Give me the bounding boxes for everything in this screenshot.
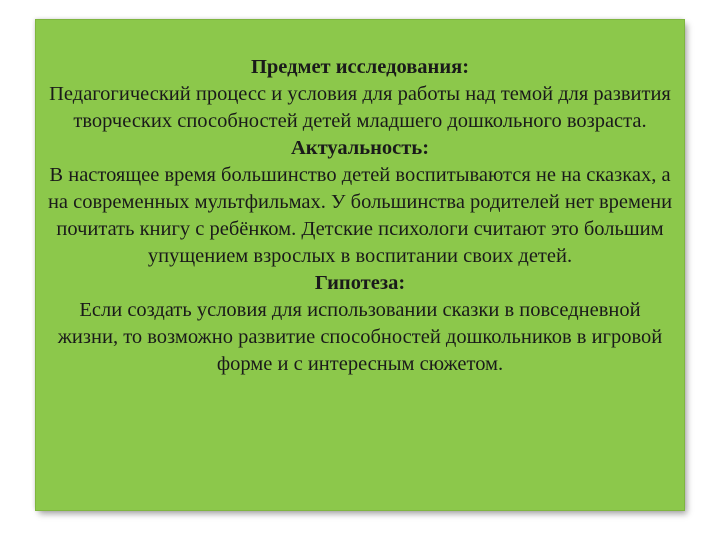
section-heading-relevance: Актуальность: <box>290 137 430 159</box>
section-heading-subject: Предмет исследования: <box>250 56 470 78</box>
section-text-relevance: В настоящее время большинство детей воспитываются не на сказках, а на современных мультфильмах. У большинства родителей нет времени почитать книгу с ребёнком. Детские психологи считают это большим упущением взрослых в воспитании своих детей. <box>47 164 673 267</box>
slide-text-block <box>36 54 684 378</box>
section-text-subject: Педагогический процесс и условия для работы над темой для развития творческих способностей детей младшего дошкольного возраста. <box>49 83 671 132</box>
section-text-hypothesis: Если создать условия для использовании сказки в повседневной жизни, то возможно развитие способностей дошкольников в игровой форме и с интересным сюжетом. <box>57 299 663 375</box>
slide-panel <box>36 20 684 510</box>
section-heading-hypothesis: Гипотеза: <box>314 272 406 294</box>
